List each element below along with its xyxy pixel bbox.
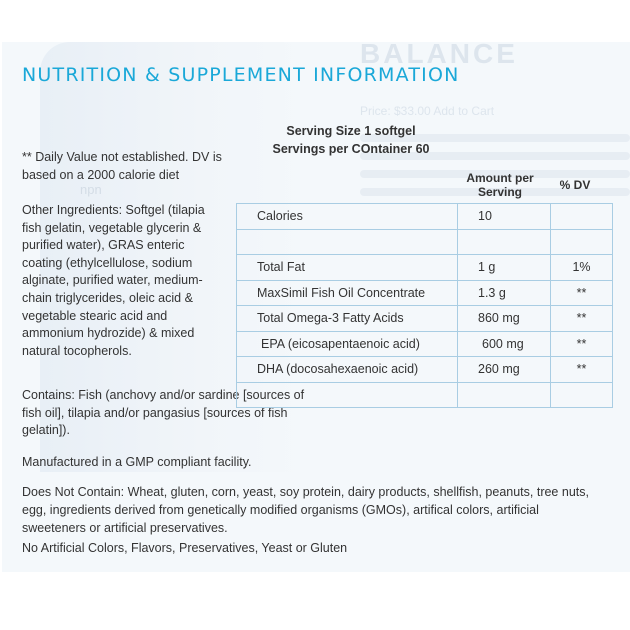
nutrient-name: EPA (eicosapentaenoic acid) (237, 331, 458, 357)
nutrient-name: MaxSimil Fish Oil Concentrate (237, 280, 458, 306)
nutrient-amount: 1 g (458, 255, 551, 281)
nutrient-name (237, 382, 458, 408)
table-row (237, 382, 613, 408)
nutrient-amount: 600 mg (458, 331, 551, 357)
nutrient-name: Calories (237, 204, 458, 230)
background-price-line: Price: $33.00 Add to Cart (360, 104, 495, 118)
nutrient-name: Total Fat (237, 255, 458, 281)
nutrient-amount (458, 229, 551, 255)
nutrient-dv: ** (551, 306, 613, 332)
daily-value-note: ** Daily Value not established. DV is based on a 2000 calorie diet (22, 150, 222, 182)
nutrient-dv: ** (551, 357, 613, 383)
contains-note: Contains: Fish (anchovy and/or sardine [sources of fish oil], tilapia and/or pangasius [sources of fish gelatin]). (22, 388, 305, 438)
dv-column-header: % DV (559, 178, 591, 192)
nutrient-dv: ** (551, 331, 613, 357)
nutrient-amount: 1.3 g (458, 280, 551, 306)
table-row (237, 229, 613, 255)
servings-per-container: Servings per COntainer 60 (272, 142, 430, 156)
no-artificial-note: No Artificial Colors, Flavors, Preservatives, Yeast or Gluten (22, 541, 348, 555)
nutrient-name: Total Omega-3 Fatty Acids (237, 306, 458, 332)
nutrient-amount: 860 mg (458, 306, 551, 332)
other-ingredients: Other Ingredients: Softgel (tilapia fish gelatin, vegetable glycerin & purified water), GRAS enteric coating (ethylcellulose, sodium alginate, purified water, medium-chain triglycerides, oleic acid & vegetable stearic acid and ammonium hydrozide) & mixed natural tocopherols. (22, 203, 205, 358)
table-row (237, 331, 613, 357)
background-logo: npn (80, 182, 102, 197)
nutrient-name (237, 229, 458, 255)
nutrient-amount: 10 (458, 204, 551, 230)
table-row (237, 280, 613, 306)
background-brand-title: BALANCE (360, 38, 518, 69)
nutrient-dv (551, 229, 613, 255)
does-not-contain-note: Does Not Contain: Wheat, gluten, corn, yeast, soy protein, dairy products, shellfish, peanuts, tree nuts, egg, ingredients derived from genetically modified organisms (GMOs), artifical colors, artificial sweeteners or artificial preservatives. (22, 485, 589, 535)
table-row (237, 204, 613, 230)
table-row (237, 357, 613, 383)
nutrient-name: DHA (docosahexaenoic acid) (237, 357, 458, 383)
nutrient-dv: 1% (551, 255, 613, 281)
table-row (237, 306, 613, 332)
table-row (237, 255, 613, 281)
amount-column-header: Amount per Serving (466, 171, 534, 199)
nutrient-amount (458, 382, 551, 408)
nutrient-dv (551, 382, 613, 408)
nutrient-dv: ** (551, 280, 613, 306)
nutrition-table (236, 203, 613, 408)
page-title: NUTRITION & SUPPLEMENT INFORMATION (22, 64, 460, 86)
gmp-note: Manufactured in a GMP compliant facility. (22, 455, 252, 469)
nutrient-amount: 260 mg (458, 357, 551, 383)
nutrient-dv (551, 204, 613, 230)
serving-size: Serving Size 1 softgel (286, 124, 416, 138)
